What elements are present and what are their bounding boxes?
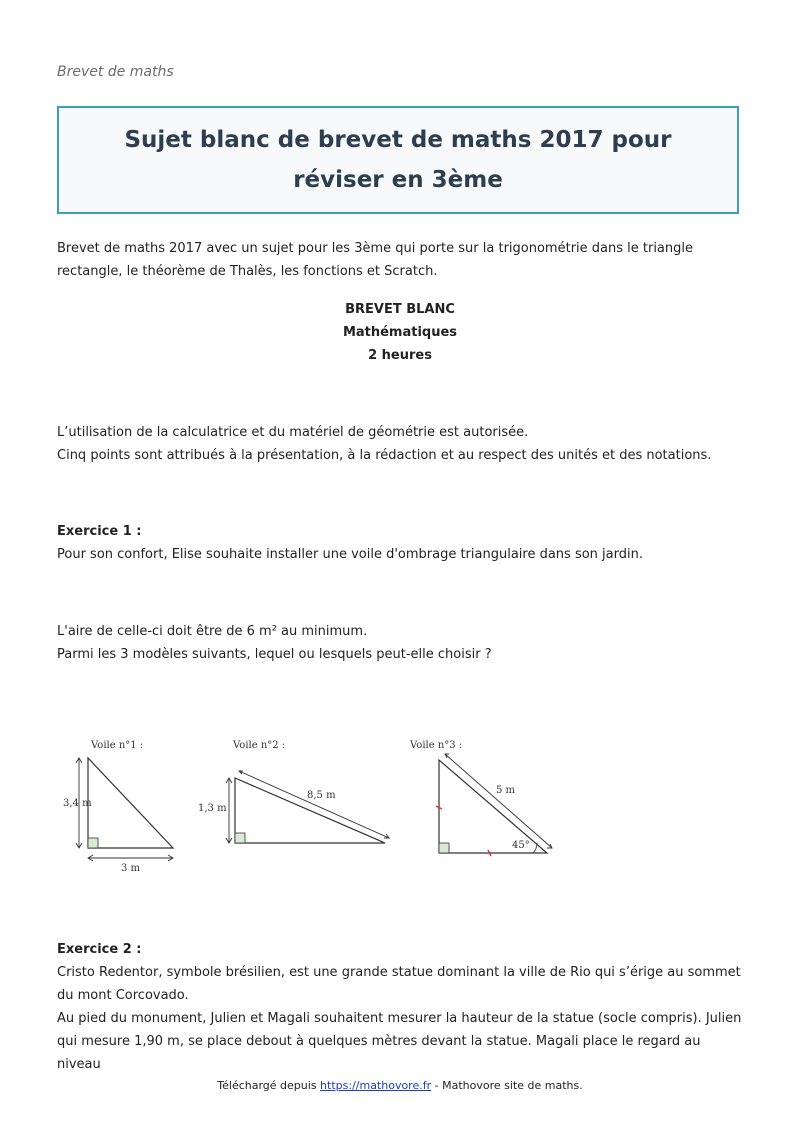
voile2-diagram — [198, 740, 389, 843]
voile1-label: Voile n°1 : — [91, 740, 144, 751]
exercise1-line1: Pour son confort, Elise souhaite installer une voile d'ombrage triangulaire dans son jardin. — [57, 547, 643, 562]
exercise2-paragraph2: Au pied du monument, Julien et Magali souhaitent mesurer la hauteur de la statue (socle compris). Julien qui mesure 1,90 m, se place debout à quelques mètres devant la statue. Magali place le regard au niveau — [57, 1011, 742, 1072]
voile1-diagram — [63, 740, 173, 874]
exam-header-line2: Mathématiques — [342, 325, 458, 340]
rules-line1: L’utilisation de la calculatrice et du matériel de géométrie est autorisée. — [57, 425, 529, 440]
exam-header-line3: 2 heures — [368, 348, 432, 363]
voile3-diagram — [409, 740, 552, 856]
voile1-base: 3 m — [121, 863, 141, 874]
category-label: Brevet de maths — [57, 64, 174, 80]
voile3-label: Voile n°3 : — [410, 740, 463, 751]
voile2-label: Voile n°2 : — [233, 740, 286, 751]
title-box — [57, 106, 739, 214]
voile1-height: 3,4 m — [63, 798, 92, 809]
footer-link[interactable]: https://mathovore.fr — [320, 1079, 432, 1092]
voile2-height: 1,3 m — [198, 803, 227, 814]
exam-header — [0, 298, 800, 367]
exercise2-heading: Exercice 2 : — [57, 942, 142, 957]
exercise1-line3: Parmi les 3 modèles suivants, lequel ou lesquels peut-elle choisir ? — [57, 647, 492, 662]
triangles-figure — [55, 730, 565, 880]
voile3-angle: 45° — [512, 840, 530, 851]
exam-header-line1: BREVET BLANC — [345, 302, 455, 317]
triangles-svg — [55, 730, 565, 880]
voile2-hyp: 8,5 m — [307, 790, 336, 801]
exercise2-paragraph1: Cristo Redentor, symbole brésilien, est une grande statue dominant la ville de Rio qui s’érige au sommet du mont Corcovado. — [57, 965, 741, 1003]
intro-paragraph: Brevet de maths 2017 avec un sujet pour les 3ème qui porte sur la trigonométrie dans le triangle rectangle, le théorème de Thalès, les fonctions et Scratch. — [57, 241, 694, 279]
exercise1-heading: Exercice 1 : — [57, 524, 142, 539]
footer-prefix: Téléchargé depuis — [217, 1079, 321, 1092]
page-footer — [0, 1079, 800, 1092]
voile3-hyp: 5 m — [496, 785, 516, 796]
rules-line2: Cinq points sont attribués à la présentation, à la rédaction et au respect des unités et des notations. — [57, 448, 712, 463]
exercise1-line2: L'aire de celle-ci doit être de 6 m² au minimum. — [57, 624, 368, 639]
page-title: Sujet blanc de brevet de maths 2017 pour réviser en 3ème — [124, 127, 672, 193]
footer-suffix: - Mathovore site de maths. — [431, 1079, 583, 1092]
